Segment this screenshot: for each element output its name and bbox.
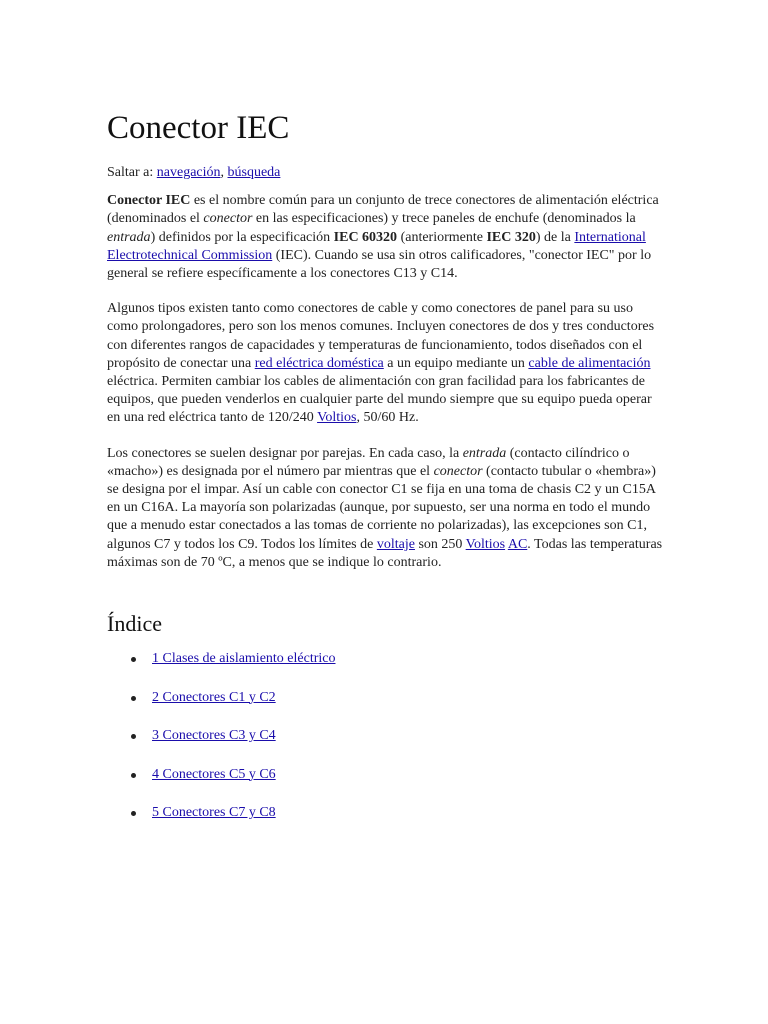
ac-link[interactable]: AC xyxy=(507,536,528,552)
text-span: ) de la xyxy=(535,229,575,245)
text-span: (anteriormente xyxy=(397,229,487,245)
jump-links xyxy=(107,164,663,182)
toc-link[interactable]: 5 Conectores C7 y C8 xyxy=(152,805,276,821)
intro-paragraph xyxy=(107,192,663,283)
term-conector: conector xyxy=(203,211,253,227)
toc-link[interactable]: 4 Conectores C5 y C6 xyxy=(152,766,276,782)
text-span: a un equipo mediante un xyxy=(383,355,529,371)
search-link[interactable]: búsqueda xyxy=(227,165,281,180)
types-paragraph xyxy=(107,300,663,427)
red-electrica-link[interactable]: red eléctrica doméstica xyxy=(254,355,384,371)
toc-item xyxy=(107,650,663,689)
jump-separator: , xyxy=(220,165,228,180)
toc-item xyxy=(107,804,663,843)
bullet-icon xyxy=(131,811,136,816)
text-span: son 250 xyxy=(414,536,466,552)
voltaje-link[interactable]: voltaje xyxy=(376,536,415,552)
term-iec-320: IEC 320 xyxy=(486,229,536,245)
toc-list xyxy=(107,650,663,843)
toc-link[interactable]: 2 Conectores C1 y C2 xyxy=(152,689,276,705)
voltios-link[interactable]: Voltios xyxy=(317,410,357,426)
text-span: es el nombre común para un conjunto de trece conectores de alimentación eléctrica (denominados el xyxy=(107,193,659,227)
text-span: en las especificaciones) y trece paneles de enchufe (denominados la xyxy=(252,211,636,227)
term-iec-60320: IEC 60320 xyxy=(333,229,398,245)
text-span: (contacto cilíndrico o «macho») es designada por el número par mientras que el xyxy=(107,445,630,479)
toc-item xyxy=(107,727,663,766)
text-span: ) definidos por la especificación xyxy=(150,229,334,245)
toc-link[interactable]: 3 Conectores C3 y C4 xyxy=(152,728,276,744)
text-span: (contacto tubular o «hembra») se designa por el impar. Así un cable con conector C1 se fija en una toma de chasis C2 y un C15A en un C16A. La mayoría son polarizadas (aunque, por supuesto, ser una norma en todo el mundo que a menudo estar conectados a las tomas de corriente no polarizadas), las excepciones son C1, algunos C7 y todos los C9. Todos los límites de xyxy=(107,463,656,552)
toc-item xyxy=(107,766,663,805)
navigation-link[interactable]: navegación xyxy=(156,165,221,180)
text-span: (IEC). Cuando se usa sin otros calificadores, "conector IEC" por lo general se refiere específicamente a los conectores C13 y C14. xyxy=(107,247,652,282)
bullet-icon xyxy=(131,657,136,662)
toc-item xyxy=(107,689,663,728)
text-span: Algunos tipos existen tanto como conectores de cable y como conectores de panel para su uso como prolongadores, pero son los menos comunes. Incluyen conectores de dos y tres conductores con diferentes rangos de capacidades y temperaturas de funcionamiento, todos diseñados con el propósito de conectar una xyxy=(107,301,655,371)
toc-link[interactable]: 1 Clases de aislamiento eléctrico xyxy=(152,651,336,667)
term-conector: conector xyxy=(433,463,483,479)
bullet-icon xyxy=(131,773,136,778)
toc-heading: Índice xyxy=(107,611,162,637)
article xyxy=(107,108,663,843)
text-span: eléctrica. Permiten cambiar los cables de alimentación con gran facilidad para los fabricantes de equipos, que pueden venderlos en cualquier parte del mundo siempre que su equipo pueda operar en una red eléctrica tanto de 120/240 xyxy=(107,374,652,426)
bullet-icon xyxy=(131,696,136,701)
voltios-link[interactable]: Voltios xyxy=(465,536,506,552)
term-conector-iec: Conector IEC xyxy=(107,193,191,209)
text-span: Los conectores se suelen designar por parejas. En cada caso, la xyxy=(107,445,463,461)
term-entrada: entrada xyxy=(107,229,151,245)
designation-paragraph xyxy=(107,445,663,572)
iec-commission-link[interactable]: International Electrotechnical Commission xyxy=(107,229,646,263)
bullet-icon xyxy=(131,734,136,739)
text-span: , 50/60 Hz. xyxy=(356,410,419,426)
page-title: Conector IEC xyxy=(107,110,290,146)
term-entrada: entrada xyxy=(462,445,507,461)
cable-alimentacion-link[interactable]: cable de alimentación xyxy=(528,355,651,371)
jump-prefix: Saltar a: xyxy=(107,165,157,180)
text-span: . Todas las temperaturas máximas son de 70 ºC, a menos que se indique lo contrario. xyxy=(107,536,663,570)
